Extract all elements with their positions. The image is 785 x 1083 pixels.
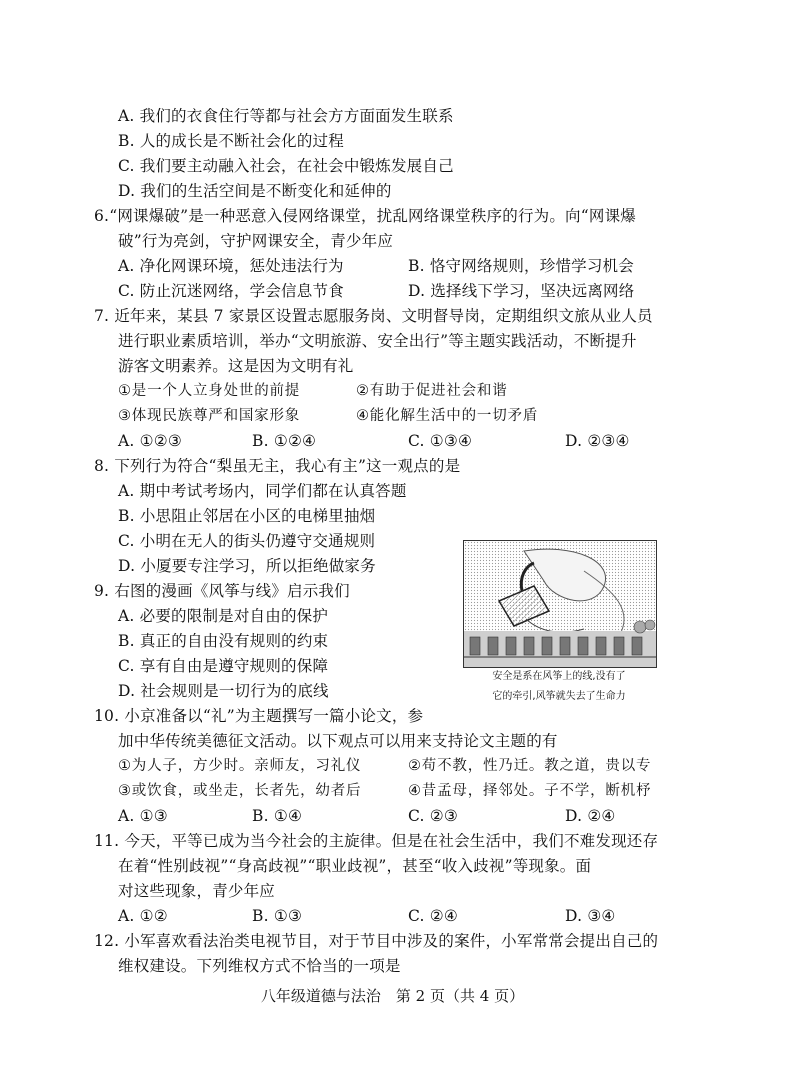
q7-option-a: A. ①②③ [118, 432, 182, 450]
q10-statement-3: ③或饮食，或坐走，长者先，幼者后 [118, 783, 362, 799]
q11-option-b: B. ①③ [252, 907, 303, 925]
q7-statement-3: ③体现民族尊严和国家形象 [118, 408, 301, 424]
q6-stem-line-1: 6.“网课爆破”是一种恶意入侵网络课堂，扰乱网络课堂秩序的行为。向“网课爆 [94, 207, 636, 225]
q6-option-c: C. 防止沉迷网络，学会信息节食 [118, 282, 344, 300]
q10-statement-1: ①为人子，方少时。亲师友，习礼仪 [118, 758, 362, 774]
q7-stem-line-1: 7. 近年来，某县 7 家景区设置志愿服务岗、文明督导岗，定期组织文旅从业人员 [94, 307, 653, 325]
q10-option-d: D. ②④ [565, 807, 616, 825]
kite-and-string-cartoon [463, 540, 657, 668]
q5-option-a: A. 我们的衣食住行等都与社会方方面面发生联系 [118, 107, 454, 125]
q5-option-c: C. 我们要主动融入社会，在社会中锻炼发展自己 [118, 157, 454, 175]
q11-stem-line-1: 11. 今天，平等已成为当今社会的主旋律。但是在社会生活中，我们不难发现还存 [94, 832, 659, 850]
q9-option-d: D. 社会规则是一切行为的底线 [118, 682, 329, 700]
q5-option-d: D. 我们的生活空间是不断变化和延伸的 [118, 182, 392, 200]
q10-option-c: C. ②③ [408, 807, 458, 825]
cartoon-caption-line-2: 它的牵引,风筝就失去了生命力 [492, 691, 626, 702]
q8-option-c: C. 小明在无人的街头仍遵守交通规则 [118, 532, 376, 550]
q8-stem: 8. 下列行为符合“梨虽无主，我心有主”这一观点的是 [94, 457, 461, 475]
q7-statement-2: ②有助于促进社会和谐 [356, 383, 508, 399]
q11-stem-line-3: 对这些现象，青少年应 [118, 882, 276, 900]
q10-stem-line-2: 加中华传统美德征文活动。以下观点可以用来支持论文主题的有 [118, 732, 558, 750]
q7-stem-line-3: 游客文明素养。这是因为文明有礼 [118, 357, 354, 375]
q8-option-d: D. 小厦要专注学习，所以拒绝做家务 [118, 557, 376, 575]
q10-option-a: A. ①③ [118, 807, 168, 825]
q7-option-d: D. ②③④ [565, 432, 630, 450]
q9-option-b: B. 真正的自由没有规则的约束 [118, 632, 329, 650]
q11-option-c: C. ②④ [408, 907, 458, 925]
kite-cartoon-figure [463, 540, 655, 708]
q7-statement-1: ①是一个人立身处世的前提 [118, 383, 301, 399]
q8-option-b: B. 小思阻止邻居在小区的电梯里抽烟 [118, 507, 376, 525]
cartoon-caption-line-1: 安全是系在风筝上的线,没有了 [492, 671, 626, 682]
q10-statement-2: ②苟不教，性乃迁。教之道，贵以专 [408, 758, 652, 774]
q6-option-d: D. 选择线下学习，坚决远离网络 [408, 282, 635, 300]
q7-option-c: C. ①③④ [408, 432, 473, 450]
q6-option-b: B. 恪守网络规则，珍惜学习机会 [408, 257, 634, 275]
q9-option-c: C. 享有自由是遵守规则的保障 [118, 657, 329, 675]
q9-stem: 9. 右图的漫画《风筝与线》启示我们 [94, 582, 350, 600]
q8-option-a: A. 期中考试考场内，同学们都在认真答题 [118, 482, 407, 500]
q11-stem-line-2: 在着“性别歧视”“身高歧视”“职业歧视”，甚至“收入歧视”等现象。面 [118, 857, 592, 875]
q7-option-b: B. ①②④ [252, 432, 317, 450]
q7-stem-line-2: 进行职业素质培训，举办“文明旅游、安全出行”等主题实践活动，不断提升 [118, 332, 637, 350]
q5-option-b: B. 人的成长是不断社会化的过程 [118, 132, 344, 150]
q6-stem-line-2: 破”行为亮剑，守护网课安全，青少年应 [118, 232, 394, 250]
q9-option-a: A. 必要的限制是对自由的保护 [118, 607, 329, 625]
q10-option-b: B. ①④ [252, 807, 303, 825]
q11-option-a: A. ①② [118, 907, 168, 925]
q10-stem-line-1: 10. 小京准备以“礼”为主题撰写一篇小论文，参 [94, 707, 424, 725]
q11-option-d: D. ③④ [565, 907, 616, 925]
page-footer: 八年级道德与法治 第 2 页（共 4 页） [260, 987, 525, 1005]
q7-statement-4: ④能化解生活中的一切矛盾 [356, 408, 539, 424]
q12-stem-line-1: 12. 小军喜欢看法治类电视节目，对于节目中涉及的案件，小军常常会提出自己的 [94, 932, 659, 950]
q6-option-a: A. 净化网课环境，惩处违法行为 [118, 257, 344, 275]
q12-stem-line-2: 维权建设。下列维权方式不恰当的一项是 [118, 957, 401, 975]
q10-statement-4: ④昔孟母，择邻处。子不学，断机杼 [408, 783, 652, 799]
